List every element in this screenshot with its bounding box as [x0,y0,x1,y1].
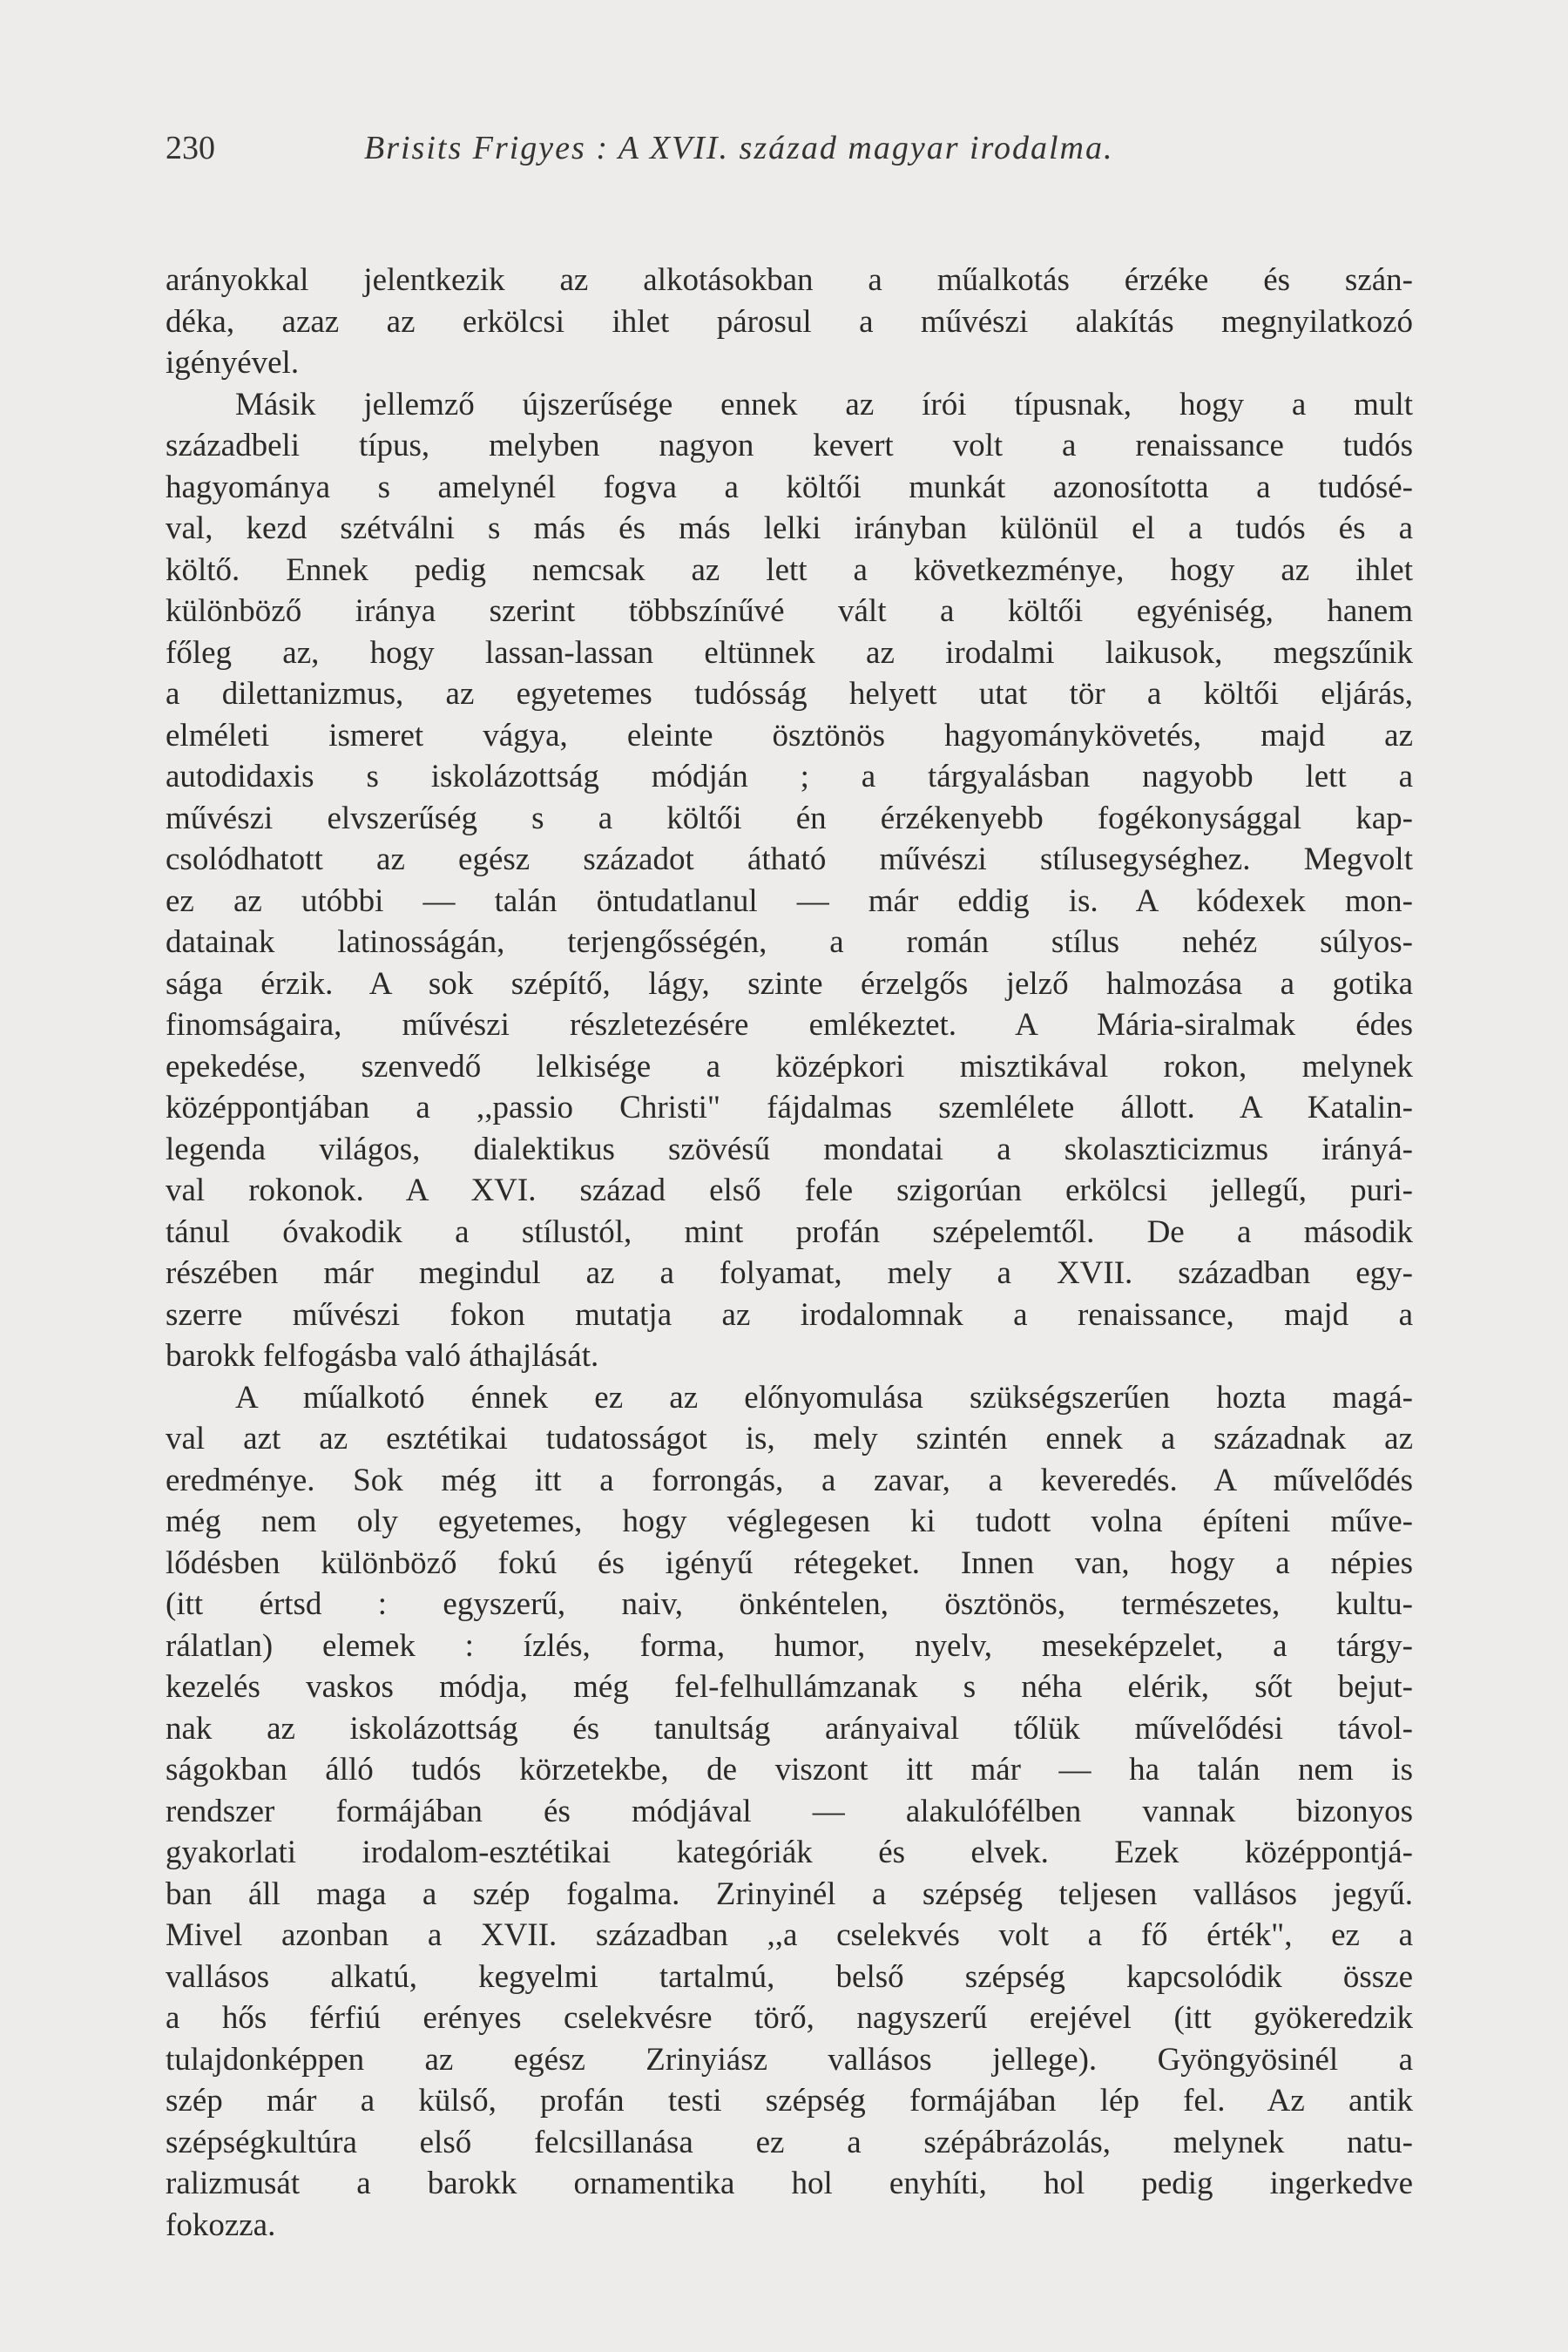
text-line: Mivel azonban a XVII. században ,,a cselekvés volt a fő érték", ez a [166,1917,1413,1953]
text-line: lődésben különböző fokú és igényű rétegeket. Innen van, hogy a népies [166,1544,1413,1581]
page-header [166,126,1402,170]
text-line: hagyománya s amelynél fogva a költői munkát azonosította a tudósé- [166,469,1413,505]
text-line: datainak latinosságán, terjengősségén, a román stílus nehéz súlyos- [166,924,1413,960]
text-line: ban áll maga a szép fogalma. Zrinyinél a szépség teljesen vallásos jegyű. [166,1876,1413,1912]
text-line: vallásos alkatú, kegyelmi tartalmú, belső szépség kapcsolódik össze [166,1958,1413,1995]
text-line: még nem oly egyetemes, hogy véglegesen ki tudott volna építeni műve- [166,1504,1413,1539]
text-line: a hős férfiú erényes cselekvésre törő, nagyszerű erejével (itt gyökeredzik [166,2000,1413,2036]
text-line: ralizmusát a barokk ornamentika hol enyhíti, hol pedig ingerkedve [166,2166,1413,2201]
text-line: elméleti ismeret vágya, eleinte ösztönös hagyománykövetés, majd az [166,717,1413,754]
running-title: Brisits Frigyes : A XVII. század magyar irodalma. [364,130,1114,166]
text-line: finomságaira, művészi részletezésére emlékeztet. A Mária-siralmak édes [166,1007,1413,1043]
text-line: különböző iránya szerint többszínűvé vált a költői egyéniség, hanem [166,593,1413,629]
text-line: csolódhatott az egész századot átható művészi stílusegységhez. Megvolt [166,841,1413,877]
text-line: autodidaxis s iskolázottság módján ; a tárgyalásban nagyobb lett a [166,759,1413,794]
text-line: val azt az esztétikai tudatosságot is, mely szintén ennek a századnak az [166,1421,1413,1456]
text-line: költő. Ennek pedig nemcsak az lett a következménye, hogy az ihlet [166,551,1413,588]
text-line: nak az iskolázottság és tanultság arányaival tőlük művelődési távol- [166,1710,1413,1747]
text-line: déka, azaz az erkölcsi ihlet párosul a művészi alakítás megnyilatkozó [166,303,1413,340]
text-line: főleg az, hogy lassan-lassan eltünnek az irodalmi laikusok, megszűnik [166,634,1413,671]
text-line: val rokonok. A XVI. század első fele szigorúan erkölcsi jellegű, puri- [166,1173,1413,1208]
text-line: részében már megindul az a folyamat, mely a XVII. században egy- [166,1255,1413,1291]
text-line: rendszer formájában és módjával — alakulófélben vannak bizonyos [166,1793,1413,1829]
text-line: legenda világos, dialektikus szövésű mondatai a skolaszticizmus irányá- [166,1131,1413,1167]
text-line: gyakorlati irodalom-esztétikai kategóriák és elvek. Ezek középpontjá- [166,1835,1413,1870]
text-line: Másik jellemző újszerűsége ennek az írói típusnak, hogy a mult [235,386,1413,422]
text-line: tulajdonképpen az egész Zrinyiász vallásos jellege). Gyöngyösinél a [166,2041,1413,2078]
text-line: középpontjában a ,,passio Christi" fájdalmas szemlélete állott. A Katalin- [166,1090,1413,1125]
text-line: arányokkal jelentkezik az alkotásokban a műalkotás érzéke és szán- [166,262,1413,298]
text-line: művészi elvszerűség s a költői én érzékenyebb fogékonysággal kap- [166,800,1413,836]
text-line: tánul óvakodik a stílustól, mint profán szépelemtől. De a második [166,1213,1413,1250]
text-line: val, kezd szétválni s más és más lelki irányban különül el a tudós és a [166,510,1413,546]
text-line: rálatlan) elemek : ízlés, forma, humor, nyelv, meseképzelet, a tárgy- [166,1627,1413,1664]
text-line: a dilettanizmus, az egyetemes tudósság helyett utat tör a költői eljárás, [166,676,1413,712]
page-number: 230 [166,130,215,166]
text-line: szépségkultúra első felcsillanása ez a szépábrázolás, melynek natu- [166,2124,1413,2160]
text-line: fokozza. [166,2207,276,2243]
text-line: barokk felfogásba való áthajlását. [166,1338,599,1374]
text-line: eredménye. Sok még itt a forrongás, a zavar, a keveredés. A művelődés [166,1462,1413,1498]
text-line: igényével. [166,345,300,381]
text-line: szerre művészi fokon mutatja az irodalomnak a renaissance, majd a [166,1296,1413,1333]
body-text [166,260,1413,2246]
text-line: kezelés vaskos módja, még fel-felhullámzanak s néha elérik, sőt bejut- [166,1669,1413,1705]
text-line: (itt értsd : egyszerű, naiv, önkéntelen, ösztönös, természetes, kultu- [166,1586,1413,1622]
text-line: epekedése, szenvedő lelkisége a középkori misztikával rokon, melynek [166,1048,1413,1085]
text-line: ez az utóbbi — talán öntudatlanul — már eddig is. A kódexek mon- [166,882,1413,919]
text-line: századbeli típus, melyben nagyon kevert volt a renaissance tudós [166,428,1413,463]
text-line: szép már a külső, profán testi szépség formájában lép fel. Az antik [166,2083,1413,2119]
text-line: ságokban álló tudós körzetekbe, de viszont itt már — ha talán nem is [166,1752,1413,1788]
text-line: sága érzik. A sok szépítő, lágy, szinte érzelgős jelző halmozása a gotika [166,965,1413,1002]
text-line: A műalkotó énnek ez az előnyomulása szükségszerűen hozta magá- [235,1379,1413,1416]
